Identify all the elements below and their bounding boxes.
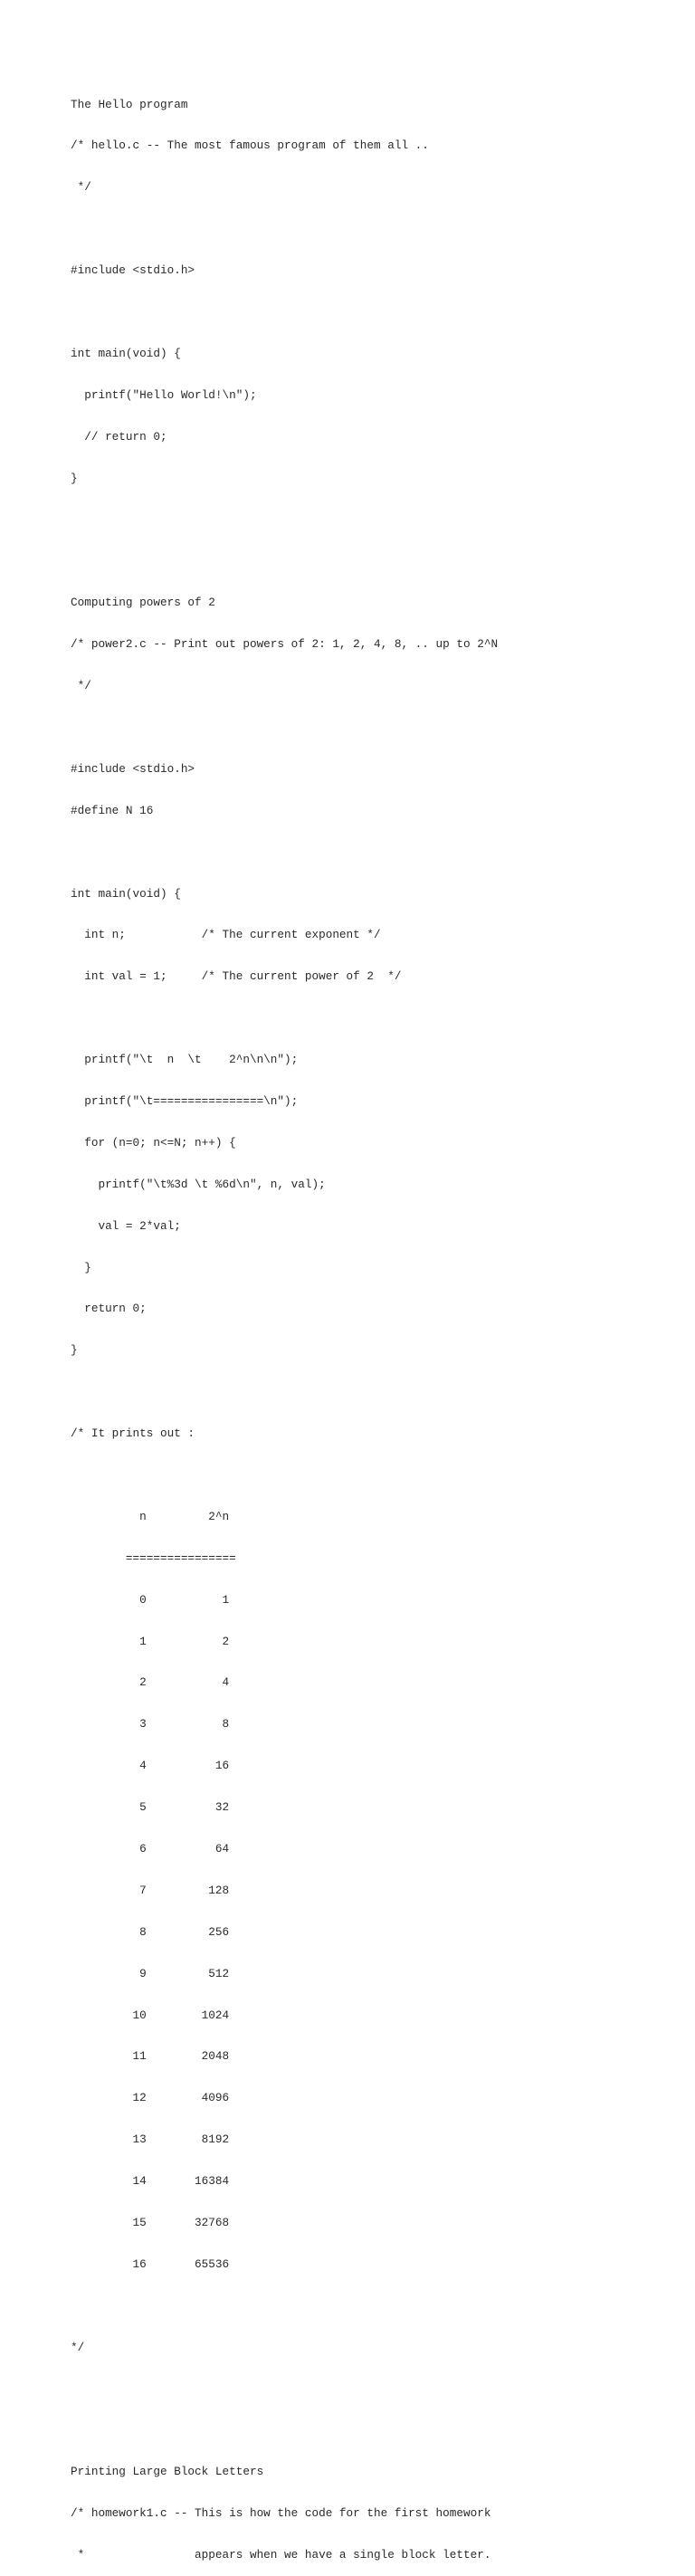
code-line: */ bbox=[71, 2340, 85, 2354]
blank-line bbox=[71, 305, 686, 319]
blank-line bbox=[71, 222, 686, 235]
output-table-row: 4 16 bbox=[71, 1759, 230, 1773]
blank-line bbox=[71, 513, 686, 527]
code-line: /* homework1.c -- This is how the code for the first homework bbox=[71, 2506, 491, 2521]
code-line: } bbox=[71, 1343, 78, 1358]
code-line: */ bbox=[71, 180, 91, 195]
output-table-row: 6 64 bbox=[71, 1842, 230, 1856]
blank-line bbox=[71, 554, 686, 568]
section-title-block-letters: Printing Large Block Letters bbox=[71, 2465, 264, 2479]
output-table-row: 12 4096 bbox=[71, 2091, 230, 2105]
output-table-row: 1 2 bbox=[71, 1634, 230, 1648]
output-table-header: n 2^n bbox=[71, 1509, 230, 1523]
code-line: #include <stdio.h> bbox=[71, 761, 195, 776]
blank-line bbox=[71, 2299, 686, 2313]
code-line: return 0; bbox=[71, 1302, 147, 1316]
output-table-row: 16 65536 bbox=[71, 2256, 230, 2271]
code-line: // return 0; bbox=[71, 429, 167, 444]
code-line: printf("Hello World!\n"); bbox=[71, 387, 257, 402]
output-table-row: 10 1024 bbox=[71, 2008, 230, 2022]
code-line: printf("\t n \t 2^n\n\n"); bbox=[71, 1053, 299, 1067]
code-line: /* It prints out : bbox=[71, 1426, 195, 1441]
output-table-row: 9 512 bbox=[71, 1966, 230, 1980]
code-line: } bbox=[71, 471, 78, 485]
blank-line bbox=[71, 1011, 686, 1025]
code-line: int val = 1; /* The current power of 2 */ bbox=[71, 969, 402, 984]
code-line: printf("\t================\n"); bbox=[71, 1093, 299, 1108]
code-line: */ bbox=[71, 679, 91, 693]
code-line: * appears when we have a single block letter. bbox=[71, 2548, 491, 2562]
blank-line bbox=[71, 1468, 686, 1482]
code-line: #define N 16 bbox=[71, 803, 154, 817]
code-line: /* power2.c -- Print out powers of 2: 1, 2, 4, 8, .. up to 2^N bbox=[71, 637, 499, 652]
code-line: for (n=0; n<=N; n++) { bbox=[71, 1135, 236, 1150]
code-line: val = 2*val; bbox=[71, 1218, 181, 1233]
output-table-row: 5 32 bbox=[71, 1800, 230, 1815]
code-line: /* hello.c -- The most famous program of them all .. bbox=[71, 138, 429, 153]
output-table-row: 2 4 bbox=[71, 1675, 230, 1690]
output-table-row: 7 128 bbox=[71, 1883, 230, 1897]
code-line: int main(void) { bbox=[71, 886, 181, 901]
blank-line bbox=[71, 845, 686, 859]
output-table-row: 11 2048 bbox=[71, 2049, 230, 2064]
section-title-hello: The Hello program bbox=[71, 97, 188, 111]
blank-line bbox=[71, 2382, 686, 2396]
code-line: #include <stdio.h> bbox=[71, 263, 195, 278]
blank-line bbox=[71, 2423, 686, 2437]
code-line: int n; /* The current exponent */ bbox=[71, 928, 381, 942]
output-table-rule: ================ bbox=[71, 1550, 236, 1565]
document-page bbox=[71, 70, 686, 2576]
output-table-row: 14 16384 bbox=[71, 2174, 230, 2189]
section-title-powers: Computing powers of 2 bbox=[71, 596, 215, 610]
code-line: } bbox=[71, 1260, 91, 1274]
output-table-row: 13 8192 bbox=[71, 2132, 230, 2147]
output-table-row: 8 256 bbox=[71, 1924, 230, 1939]
output-table-row: 3 8 bbox=[71, 1717, 230, 1732]
code-line: int main(void) { bbox=[71, 346, 181, 360]
output-table-row: 0 1 bbox=[71, 1592, 230, 1607]
blank-line bbox=[71, 720, 686, 734]
blank-line bbox=[71, 1385, 686, 1398]
code-line: printf("\t%3d \t %6d\n", n, val); bbox=[71, 1177, 326, 1191]
output-table-row: 15 32768 bbox=[71, 2216, 230, 2230]
